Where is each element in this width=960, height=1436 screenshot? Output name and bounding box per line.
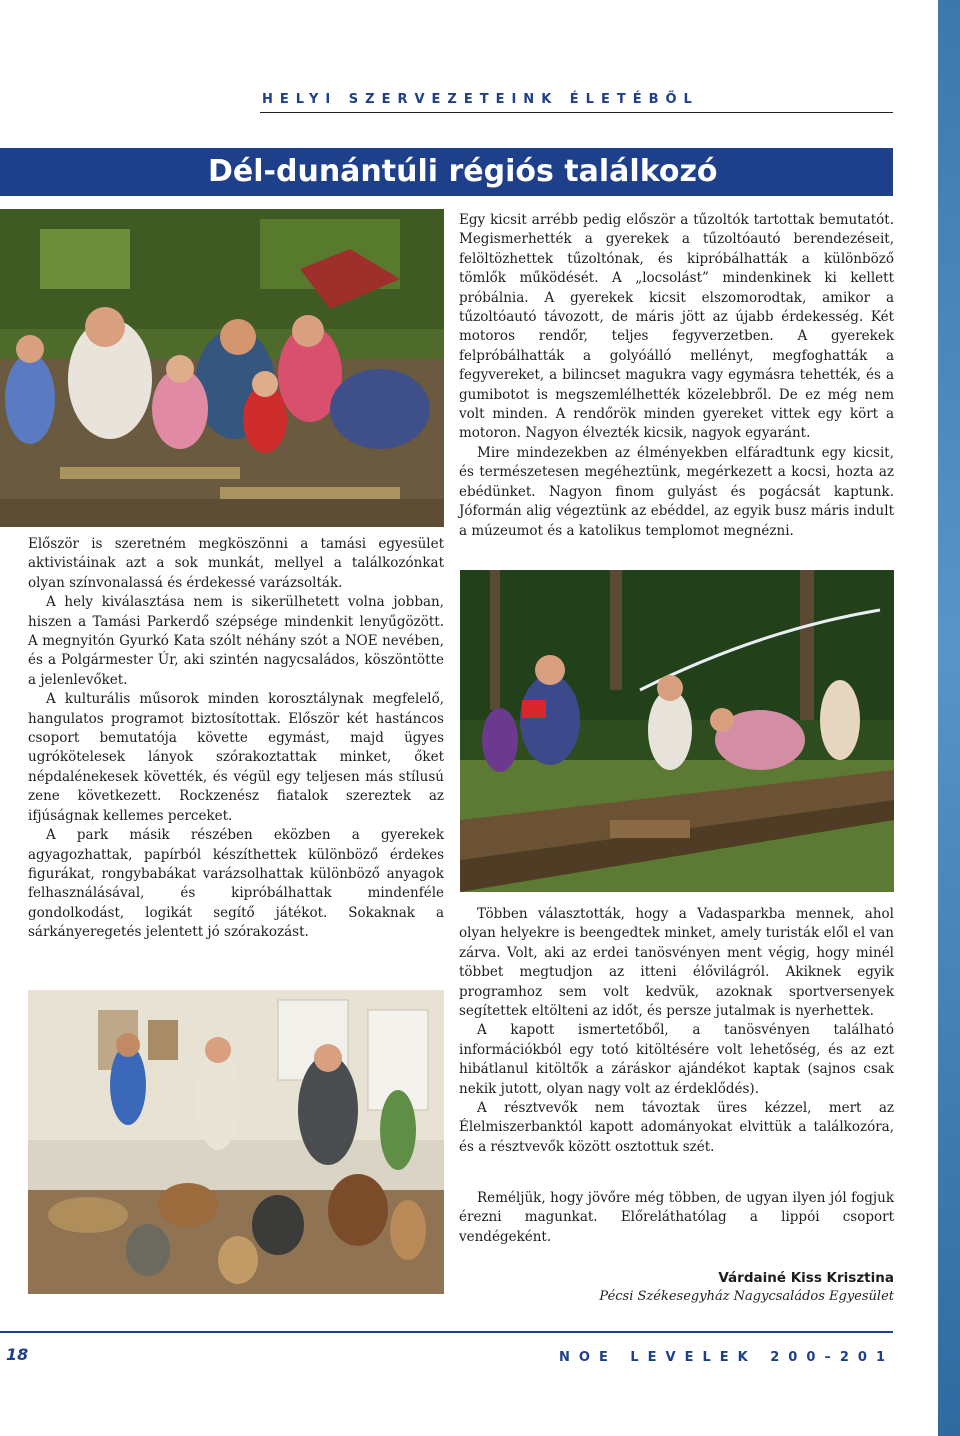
right-column-text-top bbox=[459, 211, 894, 541]
header-rule bbox=[260, 112, 893, 113]
right-column-text-middle bbox=[459, 905, 894, 1157]
paragraph: Többen választották, hogy a Vadasparkba mennek, ahol olyan helyekre is beengedtek minket, amely turisták elől el van zárva. Volt, aki az erdei tanösvényen ment végig, hogy minél többet megtudjon az itteni élővilágról. Akiknek egyik programhoz sem volt kedvük, azoknak sportversenyek segítettek eltölteni az időt, és persze jutalmak is nyerhettek. bbox=[459, 906, 894, 1020]
author-organization: Pécsi Székesegyház Nagycsaládos Egyesület bbox=[599, 1289, 894, 1304]
fire-hose-photo bbox=[460, 570, 894, 892]
paragraph: Egy kicsit arrébb pedig először a tűzoltók tartottak bemutatót. Megismerhették a gyerekek a tűzoltóautó berendezéseit, felöltözhettek tűzoltónak, és kipróbálhatták a különböző tömlők működését. A „locsolást” mindenkinek ki kellett próbálnia. A gyerekek kicsit elszomorodtak, amikor a tűzoltóautó távozott, de máris jött az újabb érdekesség. Két motoros rendőr, teljes fegyverzetben. A gyerekek felpróbálhatták a golyóálló mellényt, megfoghatták a fegyvereket, a bilincset magukra vagy egymásra tehették, és a gumibotot is megszemlélhették közelebbről. De ez még nem volt minden. A rendőrök minden gyereket vittek egy kört a motoron. Nagyon élvezték kicsik, nagyok egyaránt. bbox=[459, 212, 894, 442]
audience-photo bbox=[0, 209, 444, 527]
article-title: Dél-dunántúli régiós találkozó bbox=[208, 154, 718, 189]
left-column-text bbox=[28, 535, 444, 943]
section-heading: HELYI SZERVEZETEINK ÉLETÉBŐL bbox=[262, 92, 699, 107]
paragraph: A kapott ismertetőből, a tanösvényen található információkból egy totó kitöltésére volt lehetőség, és az ezt hibátlanul kitöltők a záráskor ajándékot kaptak (sajnos csak nekik jutott, olyan nagy volt az érdeklődés). bbox=[459, 1022, 894, 1097]
paragraph: A park másik részében eközben a gyerekek agyagozhattak, papírból készíthettek különböző érdekes figurákat, rongybabákat varázsolhattak különböző anyagok felhasználásával, és kipróbálhattak mindenféle gondolkodást, logikát segítő játékot. Sokaknak a sárkányeregetés jelentett jó szórakozást. bbox=[28, 827, 444, 941]
paragraph: A hely kiválasztása nem is sikerülhetett volna jobban, hiszen a Tamási Parkerdő szépsége mindenkit lenyűgözött. A megnyitón Gyurkó Kata szólt néhány szót a NOE nevében, és a Polgármester Úr, aki szintén nagycsaládos, köszöntötte a jelenlevőket. bbox=[28, 594, 444, 688]
author-name: Várdainé Kiss Krisztina bbox=[718, 1270, 894, 1286]
paragraph: Először is szeretném megköszönni a tamási egyesület aktivistáinak azt a sok munkát, mellyel a találkozónkat olyan színvonalassá és érdekessé varázsolták. bbox=[28, 536, 444, 591]
author-signature bbox=[599, 1270, 894, 1304]
paragraph: A résztvevők nem távoztak üres kézzel, mert az Élelmiszerbanktól kapott adományokat elvittük a találkozóra, és a résztvevők között osztottuk szét. bbox=[459, 1100, 894, 1155]
paragraph: Mire mindezekben az élményekben elfáradtunk egy kicsit, és természetesen megéheztünk, megérkezett a kocsi, hozta az ebédünket. Nagyon finom gulyást és pogácsát kaptunk. Jóformán alig végeztünk az ebéddel, az egyik busz máris indult a múzeumot és a katolikus templomot megnézni. bbox=[459, 444, 894, 539]
paragraph: Reméljük, hogy jövőre még többen, de ugyan ilyen jól fogjuk érezni magunkat. Előreláthatólag a lippói csoport vendégeként. bbox=[459, 1190, 894, 1245]
footer-rule bbox=[0, 1331, 893, 1333]
closing-text bbox=[459, 1189, 894, 1247]
publication-name: NOE LEVELEK 200–201 bbox=[559, 1350, 894, 1365]
paragraph: A kulturális műsorok minden korosztálynak megfelelő, hangulatos programot biztosítottak. Először két hastáncos csoport bemutatója követte egymást, majd ügyes ugrókötelesek lányok szórakoztattak minket, őket népdalénekesek követték, és végül egy teljesen más stílusú zene következett. Rockzenész fiatalok szereztek az ifjúságnak kellemes perceket. bbox=[28, 691, 444, 824]
page-number: 18 bbox=[6, 1345, 29, 1364]
decorative-side-strip bbox=[938, 0, 960, 1436]
museum-photo bbox=[28, 990, 444, 1294]
